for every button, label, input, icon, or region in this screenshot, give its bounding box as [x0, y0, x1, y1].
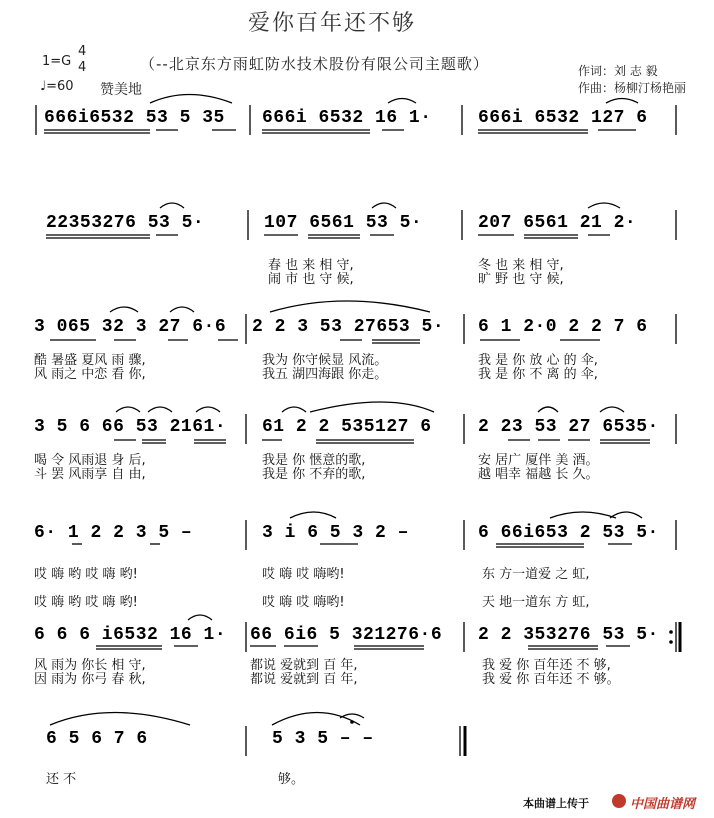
subtitle: （--北京东方雨虹防水技术股份有限公司主题歌）: [140, 55, 489, 73]
upload-note: 本曲谱上传于: [523, 797, 589, 810]
lyricist-credit: 作词：刘 志 毅: [578, 64, 658, 78]
measure: 6 66i653 2 53 5·: [478, 523, 659, 543]
measure: 6 1 2·0 2 2 7 6: [478, 317, 648, 337]
lyric-line: 旷 野 也 守 候,: [478, 272, 564, 287]
lyric-line: 我为 你守候显 风流。: [262, 353, 388, 368]
lyric-line: 哎 嗨 哟 哎 嗨 哟!: [34, 567, 138, 582]
lyric-line: 够。: [278, 772, 305, 787]
tempo-marking: ♩=60: [40, 79, 74, 94]
lyric-line: 哎 嗨 哎 嗨哟!: [262, 567, 345, 582]
measure: 6 5 6 7 6: [46, 729, 148, 749]
expression-marking: 赞美地: [100, 82, 142, 98]
measure: 22353276 53 5·: [46, 213, 205, 233]
time-signature-top: 4: [78, 44, 87, 59]
measure: 2 2 3 53 27653 5·: [252, 317, 445, 337]
measure: 3 5 6 66 53 2161·: [34, 417, 227, 437]
measure: 6· 1 2 2 3 5 –: [34, 523, 193, 543]
lyric-line: 风 雨之 中恋 看 你,: [34, 367, 146, 382]
measure: 666i 6532 16 1·: [262, 108, 432, 128]
lyric-line: 斗 罢 风雨享 自 由,: [34, 467, 146, 482]
lyric-line: 酷 暑盛 夏风 雨 骤,: [34, 353, 146, 368]
lyric-line: 我是 你 不弃的歌,: [262, 467, 366, 482]
lyric-line: 越 唱幸 福越 长 久。: [478, 467, 599, 482]
key-signature: 1=G: [42, 54, 72, 69]
measure: 666i 6532 127 6: [478, 108, 648, 128]
lyric-line: 我 爱 你 百年还 不 够。: [482, 672, 620, 687]
lyric-line: 我是 你 惬意的歌,: [262, 453, 366, 468]
song-title: 爱你百年还不够: [248, 11, 417, 36]
measure: 6 6 6 i6532 16 1·: [34, 625, 227, 645]
composer-credit: 作曲：杨柳汀杨艳丽: [578, 81, 687, 95]
site-logo[interactable]: 中国曲谱网: [630, 797, 696, 812]
measure: 2 2 353276 53 5·: [478, 625, 659, 645]
measure: 61 2 2 535127 6: [262, 417, 432, 437]
measure: 3 065 32 3 27 6·6: [34, 317, 227, 337]
measure: 666i6532 53 5 35: [44, 108, 225, 128]
lyric-line: 哎 嗨 哟 哎 嗨 哟!: [34, 595, 138, 610]
lyric-line: 风 雨为 你长 相 守,: [34, 658, 146, 673]
lyric-line: 还 不: [46, 772, 77, 787]
measure: 2 23 53 27 6535·: [478, 417, 659, 437]
lyric-line: 闹 市 也 守 候,: [268, 272, 354, 287]
lyric-line: 我五 湖四海跟 你走。: [262, 367, 388, 382]
lyric-line: 因 雨为 你弓 春 秋,: [34, 672, 146, 687]
measure: 5 3 5 – –: [272, 729, 374, 749]
lyric-line: 都说 爱就到 百 年,: [250, 658, 358, 673]
lyric-line: 都说 爱就到 百 年,: [250, 672, 358, 687]
measure: 107 6561 53 5·: [264, 213, 423, 233]
site-logo-icon: [612, 794, 626, 808]
lyric-line: 我 爱 你 百年还 不 够,: [482, 658, 611, 673]
measure: 3 i 6 5 3 2 –: [262, 523, 409, 543]
lyric-line: 喝 令 风雨退 身 后,: [34, 453, 146, 468]
lyric-line: 东 方一道爱 之 虹,: [482, 567, 590, 582]
measure: 66 6i6 5 321276·6: [250, 625, 443, 645]
lyric-line: 哎 嗨 哎 嗨哟!: [262, 595, 345, 610]
lyric-line: 我 是 你 不 离 的 伞,: [478, 367, 598, 382]
lyric-line: 冬 也 来 相 守,: [478, 258, 564, 273]
lyric-line: 安 居广 厦伴 美 酒。: [478, 453, 599, 468]
measure: 207 6561 21 2·: [478, 213, 637, 233]
lyric-line: 我 是 你 放 心 的 伞,: [478, 353, 598, 368]
lyric-line: 春 也 来 相 守,: [268, 258, 354, 273]
time-signature-bottom: 4: [78, 60, 87, 75]
lyric-line: 天 地一道东 方 虹,: [482, 595, 590, 610]
